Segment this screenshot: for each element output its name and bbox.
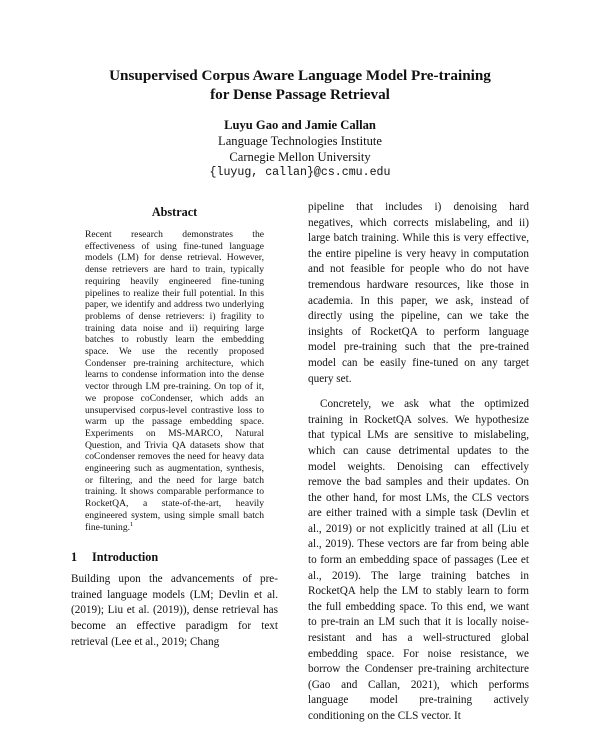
abstract-heading: Abstract: [151, 205, 198, 219]
right-column: [308, 200, 529, 735]
affiliation-institute: Language Technologies Institute: [218, 134, 382, 148]
author-block: [0, 117, 600, 181]
footnote-marker: 1: [130, 520, 134, 528]
abstract-body: Recent research demonstrates the effectiveness of using fine-tuned language models (LM) for dense retrieval. However, dense retrievers are hard to train, typically requiring heavily engineered fine-tuning pipelines to realize their full potential. In this paper, we identify and address two underlying problems of dense retrievers: i) fragility to training data noise and ii) requiring large batches to robustly learn the embedding space. We use the recently proposed Condenser pre-training architecture, which learns to condense information into the dense vector through LM pre-training. On top of it, we propose coCondenser, which adds an unsupervised corpus-level contrastive loss to warm up the passage embedding space. Experiments on MS-MARCO, Natural Question, and Trivia QA datasets show that coCondenser removes the need for heavy data engineering such as augmentation, synthesis, or filtering, and the need for large batch training. It shows comparable performance to RocketQA, a state-of-the-art, heavily engineered system, using simple small batch fine-tuning.: [85, 229, 264, 533]
paper-title: [0, 66, 600, 104]
abstract-text: [85, 229, 264, 533]
section-number: 1: [71, 550, 78, 565]
introduction-paragraph: Building upon the advancements of pre-trained language models (LM; Devlin et al. (2019); Liu et al. (2019)), dense retrieval has become an effective paradigm for text retrieval (Lee et al., 2019; Chang: [71, 573, 278, 648]
left-column: [71, 205, 278, 650]
title-line-2: for Dense Passage Retrieval: [210, 86, 390, 103]
section-title: Introduction: [92, 550, 159, 565]
affiliation-university: Carnegie Mellon University: [229, 150, 371, 164]
author-email: {luyug, callan}@cs.cmu.edu: [209, 166, 391, 179]
author-names: Luyu Gao and Jamie Callan: [224, 118, 376, 132]
section-heading-introduction: [71, 550, 278, 565]
title-line-1: Unsupervised Corpus Aware Language Model Pre-training: [109, 67, 491, 84]
right-paragraph-2: Concretely, we ask what the optimized training in RocketQA solves. We hypothesize that typical LMs are sensitive to mislabeling, which can cause detrimental updates to the model weights. Denoising can effectively remove the bad samples and their updates. On the other hand, for most LMs, the CLS vectors are either trained with a simple task (Devlin et al., 2019) or not explicitly trained at all (Liu et al., 2019). These vectors are far from being able to form an embedding space of passages (Lee et al., 2019). The large training batches in RocketQA help the LM to stably learn to form the full embedding space. To this end, we want to pre-train an LM such that it is locally noise-resistant and has a well-structured global embedding space. For noise resistance, we borrow the Condenser pre-training architecture (Gao and Callan, 2021), which performs language model pre-training actively conditioning on the CLS vector. It: [308, 398, 529, 722]
right-paragraph-1: pipeline that includes i) denoising hard negatives, which corrects mislabeling, and ii) large batch training. While this is very effective, the entire pipeline is very heavy in computation and not feasible for people who do not have tremendous hardware resources, like those in academia. In this paper, we ask, instead of directly using the pipeline, can we take the insights of RocketQA to perform language model pre-training such that the pre-trained model can be easily fine-tuned on any target query set.: [308, 201, 529, 385]
